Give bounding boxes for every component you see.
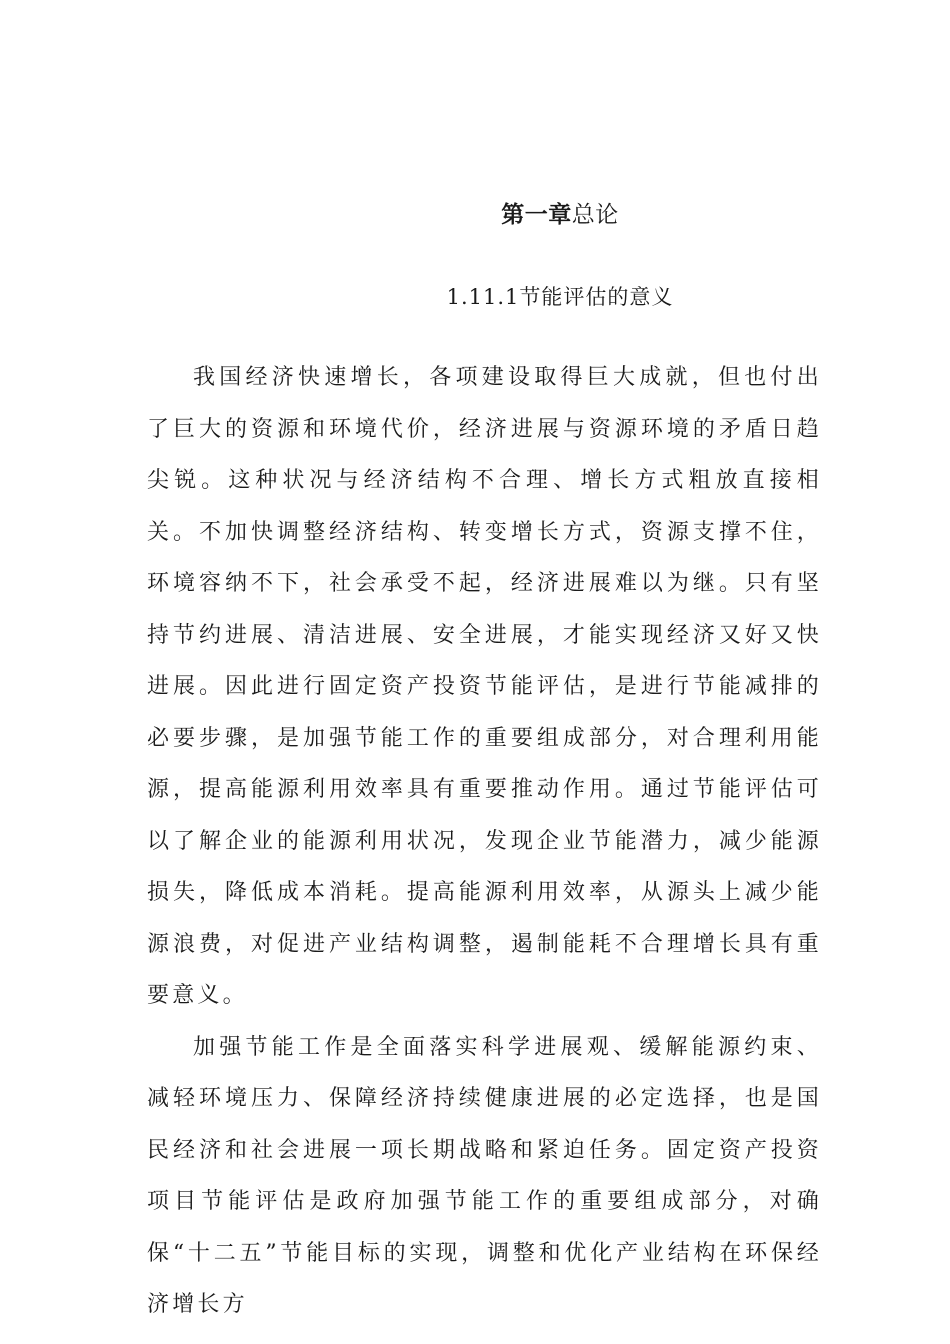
body-text [147,352,822,1331]
section-title: 1.11.1节能评估的意义 [446,285,674,309]
chapter-name: 总论 [571,202,619,228]
chapter-number: 第一章 [501,201,572,228]
chapter-title [0,198,950,232]
paragraph-2: 加强节能工作是全面落实科学进展观、缓解能源约束、减轻环境压力、保障经济持续健康进展的必定选择，也是国民经济和社会进展一项长期战略和紧迫任务。固定资产投资项目节能评估是政府加强节能工作的重要组成部分，对确保“十二五”节能目标的实现，调整和优化产业结构在环保经济增长方 [147,1034,822,1317]
paragraph-1: 我国经济快速增长，各项建设取得巨大成就，但也付出了巨大的资源和环境代价，经济进展与资源环境的矛盾日趋尖锐。这种状况与经济结构不合理、增长方式粗放直接相关。不加快调整经济结构、转变增长方式，资源支撑不住，环境容纳不下，社会承受不起，经济进展难以为继。只有坚持节约进展、清洁进展、安全进展，才能实现经济又好又快进展。因此进行固定资产投资节能评估，是进行节能减排的必要步骤，是加强节能工作的重要组成部分，对合理利用能源，提高能源利用效率具有重要推动作用。通过节能评估可以了解企业的能源利用状况，发现企业节能潜力，减少能源损失，降低成本消耗。提高能源利用效率，从源头上减少能源浪费，对促进产业结构调整，遏制能耗不合理增长具有重要意义。 [147,365,822,1008]
